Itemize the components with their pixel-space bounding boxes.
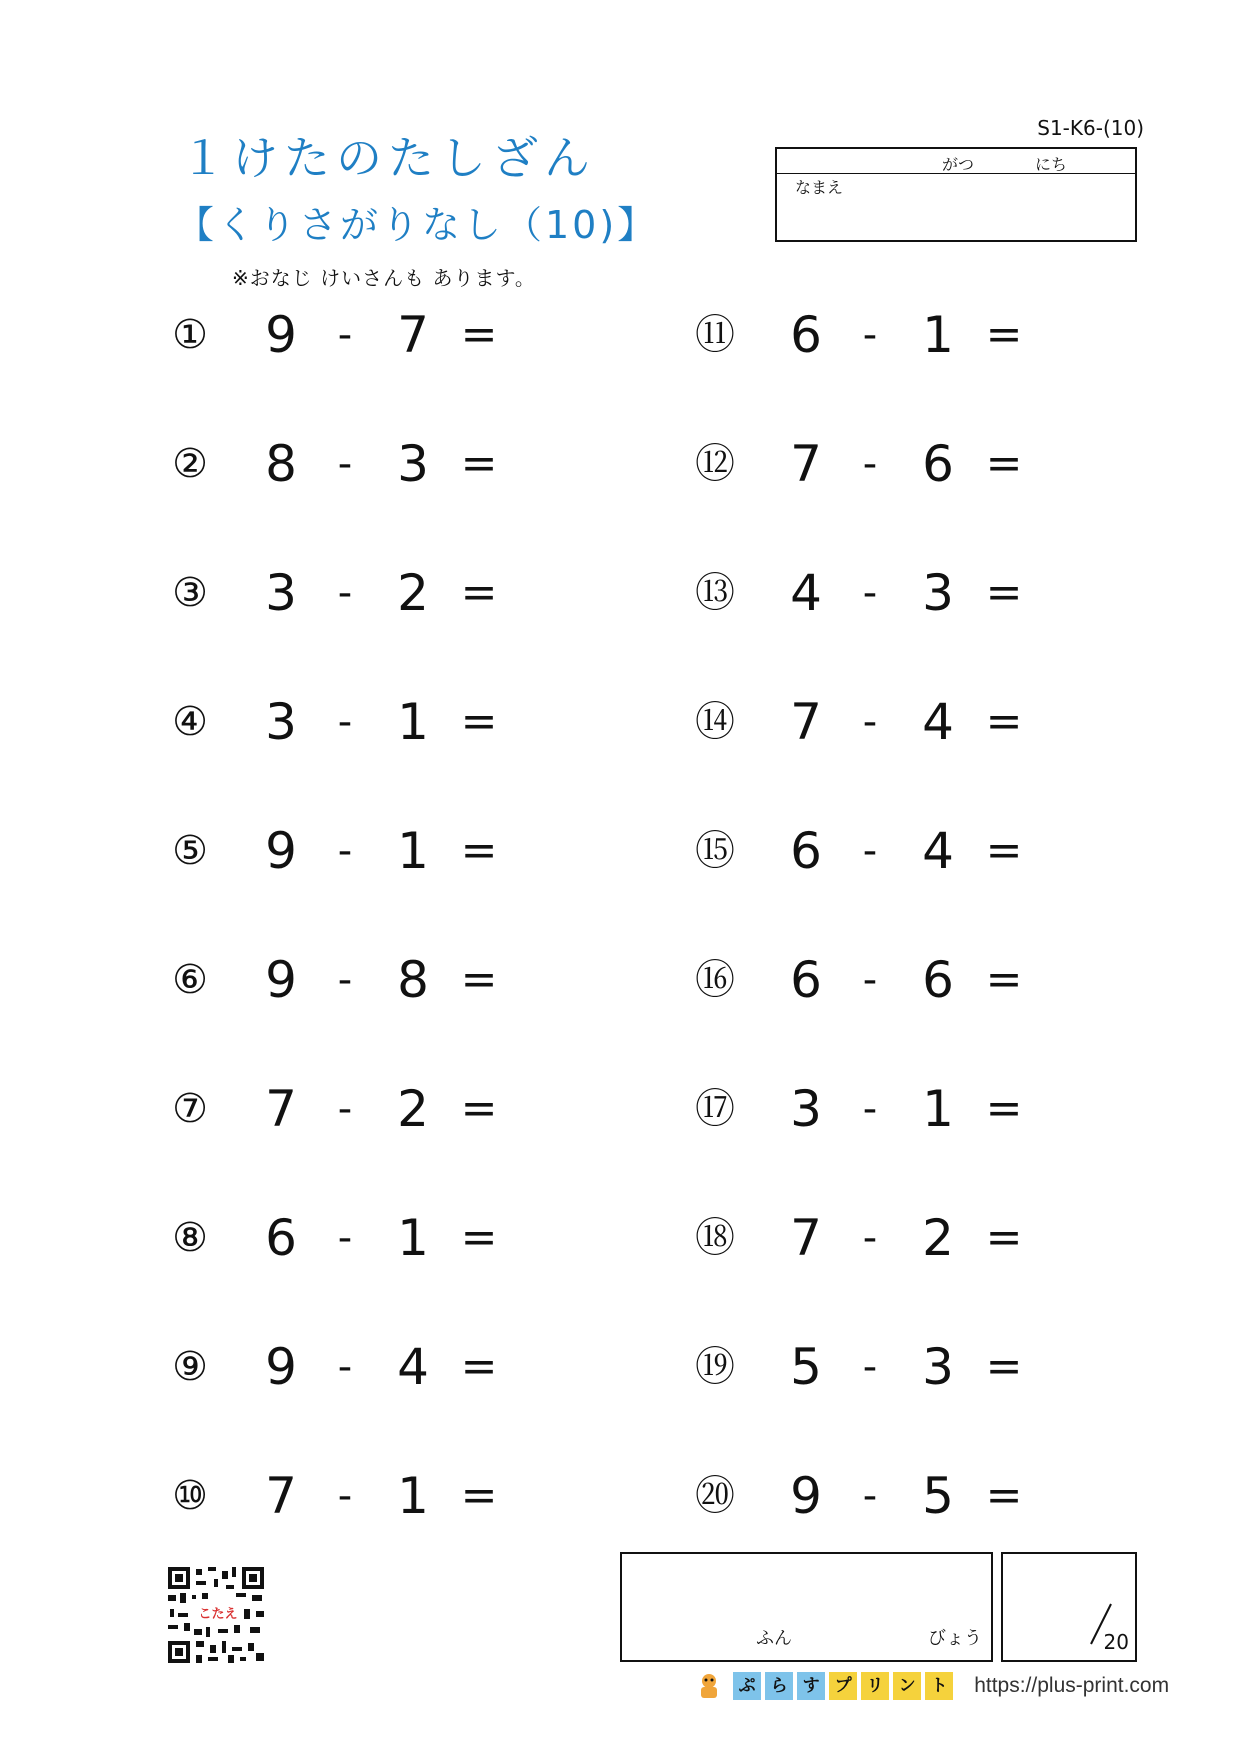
equals-sign: =	[460, 1341, 498, 1392]
problem-item[interactable]	[685, 692, 1125, 752]
note-text: ※おなじ けいさんも あります。	[232, 266, 536, 290]
problem-number: ⑪	[695, 312, 735, 358]
problem-item[interactable]	[685, 1337, 1125, 1397]
operand-a: 7	[265, 1467, 297, 1525]
day-label: にち	[1035, 155, 1068, 174]
operator-minus: -	[337, 957, 353, 1003]
operand-a: 6	[790, 951, 822, 1009]
operator-minus: -	[862, 1215, 878, 1261]
operand-a: 9	[265, 822, 297, 880]
score-box[interactable]	[1001, 1552, 1137, 1662]
problem-number: ⑩	[172, 1473, 208, 1519]
problem-number: ⑱	[695, 1215, 735, 1261]
operator-minus: -	[337, 1473, 353, 1519]
operand-a: 9	[790, 1467, 822, 1525]
equals-sign: =	[460, 954, 498, 1005]
problem-number: ⑦	[172, 1086, 208, 1132]
operator-minus: -	[337, 699, 353, 745]
operator-minus: -	[337, 1344, 353, 1390]
problem-number: ⑥	[172, 957, 208, 1003]
problem-number: ⑤	[172, 828, 208, 874]
operator-minus: -	[862, 312, 878, 358]
equals-sign: =	[985, 567, 1023, 618]
operand-a: 9	[265, 951, 297, 1009]
equals-sign: =	[460, 825, 498, 876]
operator-minus: -	[862, 957, 878, 1003]
problem-number: ⑨	[172, 1344, 208, 1390]
problem-item[interactable]	[160, 1337, 600, 1397]
operand-b: 2	[397, 1080, 429, 1138]
site-url-link[interactable]: https://plus-print.com	[974, 1674, 1170, 1697]
time-box[interactable]	[620, 1552, 993, 1662]
problem-number: ⑯	[695, 957, 735, 1003]
minutes-label: ふん	[756, 1628, 792, 1649]
operand-a: 7	[790, 1209, 822, 1267]
problem-number: ⑧	[172, 1215, 208, 1261]
name-date-box[interactable]	[775, 147, 1137, 242]
operand-b: 8	[397, 951, 429, 1009]
problem-item[interactable]	[685, 821, 1125, 881]
operand-a: 8	[265, 435, 297, 493]
problem-item[interactable]	[160, 1466, 600, 1526]
operator-minus: -	[862, 828, 878, 874]
operand-a: 6	[790, 306, 822, 364]
operand-a: 4	[790, 564, 822, 622]
problem-item[interactable]	[685, 305, 1125, 365]
page-title: １けたのたしざん	[180, 131, 596, 185]
equals-sign: =	[460, 1470, 498, 1521]
operand-b: 6	[922, 951, 954, 1009]
logo-char: ら	[765, 1672, 793, 1700]
problem-item[interactable]	[685, 950, 1125, 1010]
problem-number: ②	[172, 441, 208, 487]
operand-b: 4	[922, 693, 954, 751]
problem-item[interactable]	[685, 1079, 1125, 1139]
operand-a: 6	[265, 1209, 297, 1267]
operand-b: 4	[922, 822, 954, 880]
operand-a: 3	[265, 693, 297, 751]
logo-char: ン	[893, 1672, 921, 1700]
footer-logo[interactable]	[696, 1672, 1169, 1702]
problem-item[interactable]	[685, 1208, 1125, 1268]
problem-number: ⑭	[695, 699, 735, 745]
equals-sign: =	[460, 438, 498, 489]
operand-b: 1	[397, 693, 429, 751]
problem-item[interactable]	[685, 563, 1125, 623]
problem-number: ③	[172, 570, 208, 616]
operand-b: 4	[397, 1338, 429, 1396]
page-subtitle: 【くりさがりなし（10)】	[176, 203, 659, 247]
problem-item[interactable]	[160, 692, 600, 752]
logo-char: ト	[925, 1672, 953, 1700]
equals-sign: =	[985, 696, 1023, 747]
problem-number: ⑫	[695, 441, 735, 487]
operand-b: 3	[922, 1338, 954, 1396]
operator-minus: -	[337, 828, 353, 874]
answer-label: こたえ	[198, 1607, 238, 1622]
logo-char: す	[797, 1672, 825, 1700]
operand-a: 3	[265, 564, 297, 622]
operand-a: 5	[790, 1338, 822, 1396]
problem-item[interactable]	[685, 1466, 1125, 1526]
operand-a: 7	[790, 435, 822, 493]
equals-sign: =	[985, 309, 1023, 360]
operator-minus: -	[337, 312, 353, 358]
operator-minus: -	[337, 1086, 353, 1132]
problem-number: ⑰	[695, 1086, 735, 1132]
operator-minus: -	[862, 570, 878, 616]
problem-item[interactable]	[160, 1079, 600, 1139]
operand-a: 9	[265, 1338, 297, 1396]
operand-b: 1	[922, 306, 954, 364]
operand-a: 7	[790, 693, 822, 751]
operand-b: 1	[397, 1209, 429, 1267]
seconds-label: びょう	[928, 1628, 982, 1649]
operand-b: 5	[922, 1467, 954, 1525]
problem-number: ⑳	[695, 1473, 735, 1519]
operator-minus: -	[337, 570, 353, 616]
problem-item[interactable]	[160, 821, 600, 881]
score-total: 20	[1103, 1630, 1129, 1654]
operator-minus: -	[337, 1215, 353, 1261]
operand-b: 1	[397, 822, 429, 880]
problem-item[interactable]	[160, 950, 600, 1010]
equals-sign: =	[460, 309, 498, 360]
operand-b: 7	[397, 306, 429, 364]
logo-char: ぷ	[733, 1672, 761, 1700]
equals-sign: =	[985, 1470, 1023, 1521]
operand-b: 6	[922, 435, 954, 493]
operand-a: 7	[265, 1080, 297, 1138]
problem-number: ①	[172, 312, 208, 358]
operand-b: 3	[397, 435, 429, 493]
operand-b: 3	[922, 564, 954, 622]
operator-minus: -	[337, 441, 353, 487]
name-label: なまえ	[795, 178, 844, 197]
operator-minus: -	[862, 699, 878, 745]
problem-number: ⑬	[695, 570, 735, 616]
operand-a: 6	[790, 822, 822, 880]
logo-char: リ	[861, 1672, 889, 1700]
equals-sign: =	[460, 567, 498, 618]
operand-b: 1	[922, 1080, 954, 1138]
problem-item[interactable]	[160, 305, 600, 365]
month-label: がつ	[942, 155, 975, 174]
problem-item[interactable]	[160, 434, 600, 494]
operator-minus: -	[862, 441, 878, 487]
equals-sign: =	[460, 1083, 498, 1134]
qr-code-icon[interactable]	[166, 1565, 266, 1665]
mascot-icon	[696, 1672, 722, 1700]
equals-sign: =	[985, 1083, 1023, 1134]
date-row[interactable]	[777, 149, 1135, 174]
problem-number: ⑮	[695, 828, 735, 874]
equals-sign: =	[460, 1212, 498, 1263]
operator-minus: -	[862, 1086, 878, 1132]
problem-item[interactable]	[160, 1208, 600, 1268]
problem-item[interactable]	[685, 434, 1125, 494]
operator-minus: -	[862, 1473, 878, 1519]
worksheet-code: S1-K6-(10)	[1037, 116, 1144, 140]
problem-number: ④	[172, 699, 208, 745]
logo-char: プ	[829, 1672, 857, 1700]
equals-sign: =	[985, 438, 1023, 489]
operand-b: 2	[397, 564, 429, 622]
problem-number: ⑲	[695, 1344, 735, 1390]
equals-sign: =	[985, 954, 1023, 1005]
operand-a: 3	[790, 1080, 822, 1138]
operand-b: 2	[922, 1209, 954, 1267]
equals-sign: =	[985, 825, 1023, 876]
equals-sign: =	[985, 1341, 1023, 1392]
problem-item[interactable]	[160, 563, 600, 623]
equals-sign: =	[985, 1212, 1023, 1263]
operand-a: 9	[265, 306, 297, 364]
equals-sign: =	[460, 696, 498, 747]
logo-wordmark	[733, 1676, 957, 1695]
operand-b: 1	[397, 1467, 429, 1525]
operator-minus: -	[862, 1344, 878, 1390]
